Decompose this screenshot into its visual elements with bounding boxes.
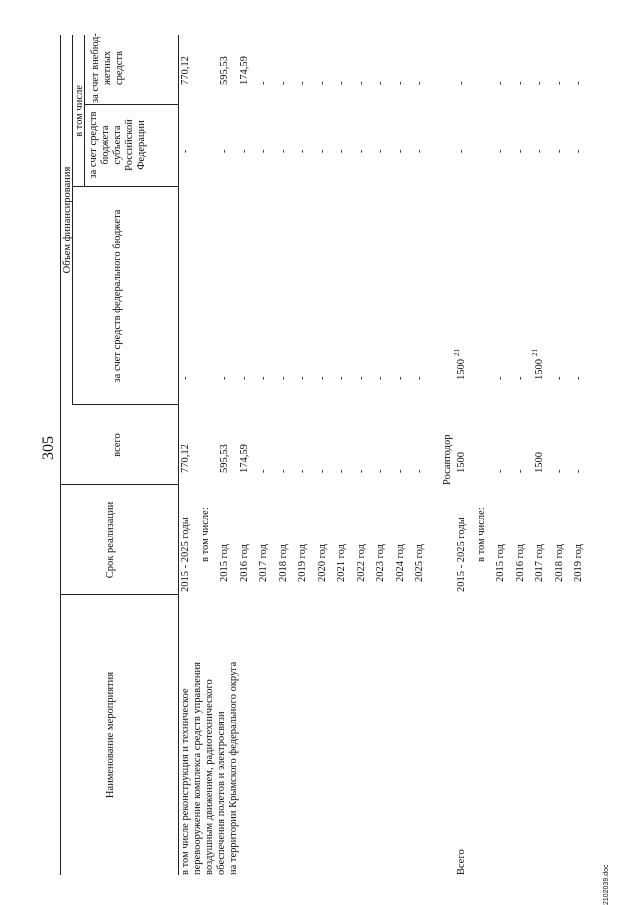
subject-cell: - <box>375 149 386 153</box>
table-row <box>277 81 290 905</box>
section1-name-line: обеспечения полетов и электросвязи <box>216 711 227 875</box>
section1-name-line: в том числе реконструкция и техническое <box>180 688 191 875</box>
total-cell: - <box>258 469 269 473</box>
table-row <box>180 56 192 905</box>
extra-cell: - <box>414 81 425 85</box>
col-divider-4 <box>72 186 178 187</box>
header-extra: за счет внебюд-жетных средств <box>90 33 125 103</box>
subject-cell: - <box>573 149 584 153</box>
federal-cell: - <box>336 376 347 380</box>
header-funding: Объем финансирования <box>62 166 73 274</box>
total-cell: 174,59 <box>238 444 250 473</box>
table-row <box>336 81 348 905</box>
file-name: 2102039.doc <box>603 864 610 905</box>
table-row <box>200 145 212 905</box>
subject-cell: - <box>238 149 250 153</box>
total-cell: - <box>394 469 406 473</box>
extra-cell: - <box>534 81 545 85</box>
period-cell: 2025 год <box>414 544 425 582</box>
page-number: 305 <box>40 436 57 460</box>
table-row <box>476 145 488 905</box>
subject-cell: - <box>394 149 406 153</box>
table-row <box>414 81 426 905</box>
period-cell: 2015 - 2025 годы <box>456 517 467 592</box>
table-row <box>258 81 270 905</box>
total-cell: - <box>514 469 526 473</box>
extra-cell: - <box>573 81 584 85</box>
period-cell: в том числе: <box>199 507 211 562</box>
subject-cell: - <box>258 149 269 153</box>
extra-cell: - <box>514 81 526 85</box>
federal-cell: 1500 <box>534 359 545 380</box>
federal-cell: - <box>414 376 425 380</box>
section1-name-line: воздушным движением, радиотехнического <box>204 679 215 875</box>
federal-cell: - <box>355 376 367 380</box>
extra-cell: - <box>277 81 289 85</box>
period-cell: 2019 год <box>573 544 584 582</box>
period-cell: 2019 год <box>297 544 308 582</box>
extra-cell: - <box>336 81 347 85</box>
federal-cell: - <box>238 376 250 380</box>
table-row <box>453 81 468 905</box>
subject-cell: - <box>180 149 191 153</box>
period-cell: 2023 год <box>375 544 386 582</box>
extra-cell: - <box>316 81 328 85</box>
table-row <box>355 81 368 905</box>
subject-cell: - <box>355 149 367 153</box>
table-row <box>573 81 585 905</box>
total-cell: - <box>277 469 289 473</box>
extra-cell: 595,53 <box>219 56 230 85</box>
section1-name-line: на территории Крымского федерального округа <box>228 661 239 875</box>
extra-cell: - <box>375 81 386 85</box>
period-cell: в том числе: <box>475 507 487 562</box>
extra-cell: - <box>553 81 565 85</box>
total-cell: - <box>414 469 425 473</box>
subject-cell: - <box>553 149 565 153</box>
total-cell: 595,53 <box>219 444 230 473</box>
total-cell: - <box>553 469 565 473</box>
subject-cell: - <box>336 149 347 153</box>
period-cell: 2020 год <box>316 544 328 582</box>
table-row <box>219 56 231 905</box>
total-cell: - <box>336 469 347 473</box>
footnote-mark: 21 <box>453 349 461 356</box>
header-name: Наименование мероприятия <box>105 671 116 799</box>
federal-cell: - <box>553 376 565 380</box>
subject-cell: - <box>316 149 328 153</box>
federal-cell: - <box>316 376 328 380</box>
section2-name: Всего <box>456 849 467 875</box>
table-row <box>495 81 507 905</box>
table-row <box>375 81 387 905</box>
total-cell: - <box>375 469 386 473</box>
section2-agency: Росавтодор <box>442 434 453 485</box>
total-cell: - <box>495 469 506 473</box>
header-subject: за счет средств бюджета субъекта Российской Федерации <box>88 111 147 179</box>
table-row <box>514 81 527 905</box>
extra-cell: - <box>258 81 269 85</box>
header-total: всего <box>112 433 123 457</box>
total-cell: - <box>297 469 308 473</box>
federal-cell: - <box>297 376 308 380</box>
table-row <box>297 81 309 905</box>
period-cell: 2016 год <box>514 544 526 582</box>
total-cell: - <box>316 469 328 473</box>
col-divider-3 <box>72 404 178 405</box>
federal-cell: - <box>495 376 506 380</box>
table-row <box>394 81 407 905</box>
period-cell: 2015 - 2025 годы <box>180 517 191 592</box>
header-incl: в том числе <box>74 85 85 137</box>
period-cell: 2017 год <box>534 544 545 582</box>
subject-cell: - <box>495 149 506 153</box>
total-cell: - <box>355 469 367 473</box>
extra-cell: - <box>456 81 467 85</box>
total-cell: - <box>573 469 584 473</box>
extra-cell: 174,59 <box>238 56 250 85</box>
federal-cell: - <box>573 376 584 380</box>
total-cell: 1500 <box>534 452 545 473</box>
period-cell: 2015 год <box>495 544 506 582</box>
total-cell: 1500 <box>456 452 467 473</box>
subject-cell: - <box>514 149 526 153</box>
section1-name-line: перевооружение комплекса средств управления <box>192 662 203 875</box>
table-row <box>238 56 251 905</box>
extra-cell: - <box>495 81 506 85</box>
subject-cell: - <box>219 149 230 153</box>
header-period: Срок реализации <box>105 501 116 579</box>
table-row <box>316 81 329 905</box>
subject-cell: - <box>297 149 308 153</box>
extra-cell: - <box>355 81 367 85</box>
total-cell: 770,12 <box>180 444 191 473</box>
footnote-mark: 21 <box>531 349 539 356</box>
col-divider-1 <box>60 594 178 595</box>
federal-cell: - <box>180 376 191 380</box>
period-cell: 2024 год <box>394 544 406 582</box>
table-row <box>553 81 566 905</box>
federal-cell: - <box>277 376 289 380</box>
period-cell: 2021 год <box>336 544 347 582</box>
extra-cell: - <box>297 81 308 85</box>
federal-cell: - <box>375 376 386 380</box>
header-federal: за счет средств федерального бюджета <box>112 209 123 383</box>
table-row <box>531 81 546 905</box>
period-cell: 2018 год <box>553 544 565 582</box>
extra-cell: 770,12 <box>180 56 191 85</box>
subject-cell: - <box>456 149 467 153</box>
subject-cell: - <box>414 149 425 153</box>
federal-cell: - <box>394 376 406 380</box>
period-cell: 2022 год <box>355 544 367 582</box>
subject-cell: - <box>534 149 545 153</box>
table-top-border <box>60 35 61 875</box>
header-bottom-border <box>178 35 179 875</box>
extra-cell: - <box>394 81 406 85</box>
period-cell: 2017 год <box>258 544 269 582</box>
period-cell: 2015 год <box>219 544 230 582</box>
period-cell: 2018 год <box>277 544 289 582</box>
federal-cell: - <box>514 376 526 380</box>
period-cell: 2016 год <box>238 544 250 582</box>
federal-cell: - <box>258 376 269 380</box>
federal-cell: 1500 <box>456 359 467 380</box>
subject-cell: - <box>277 149 289 153</box>
federal-cell: - <box>219 376 230 380</box>
